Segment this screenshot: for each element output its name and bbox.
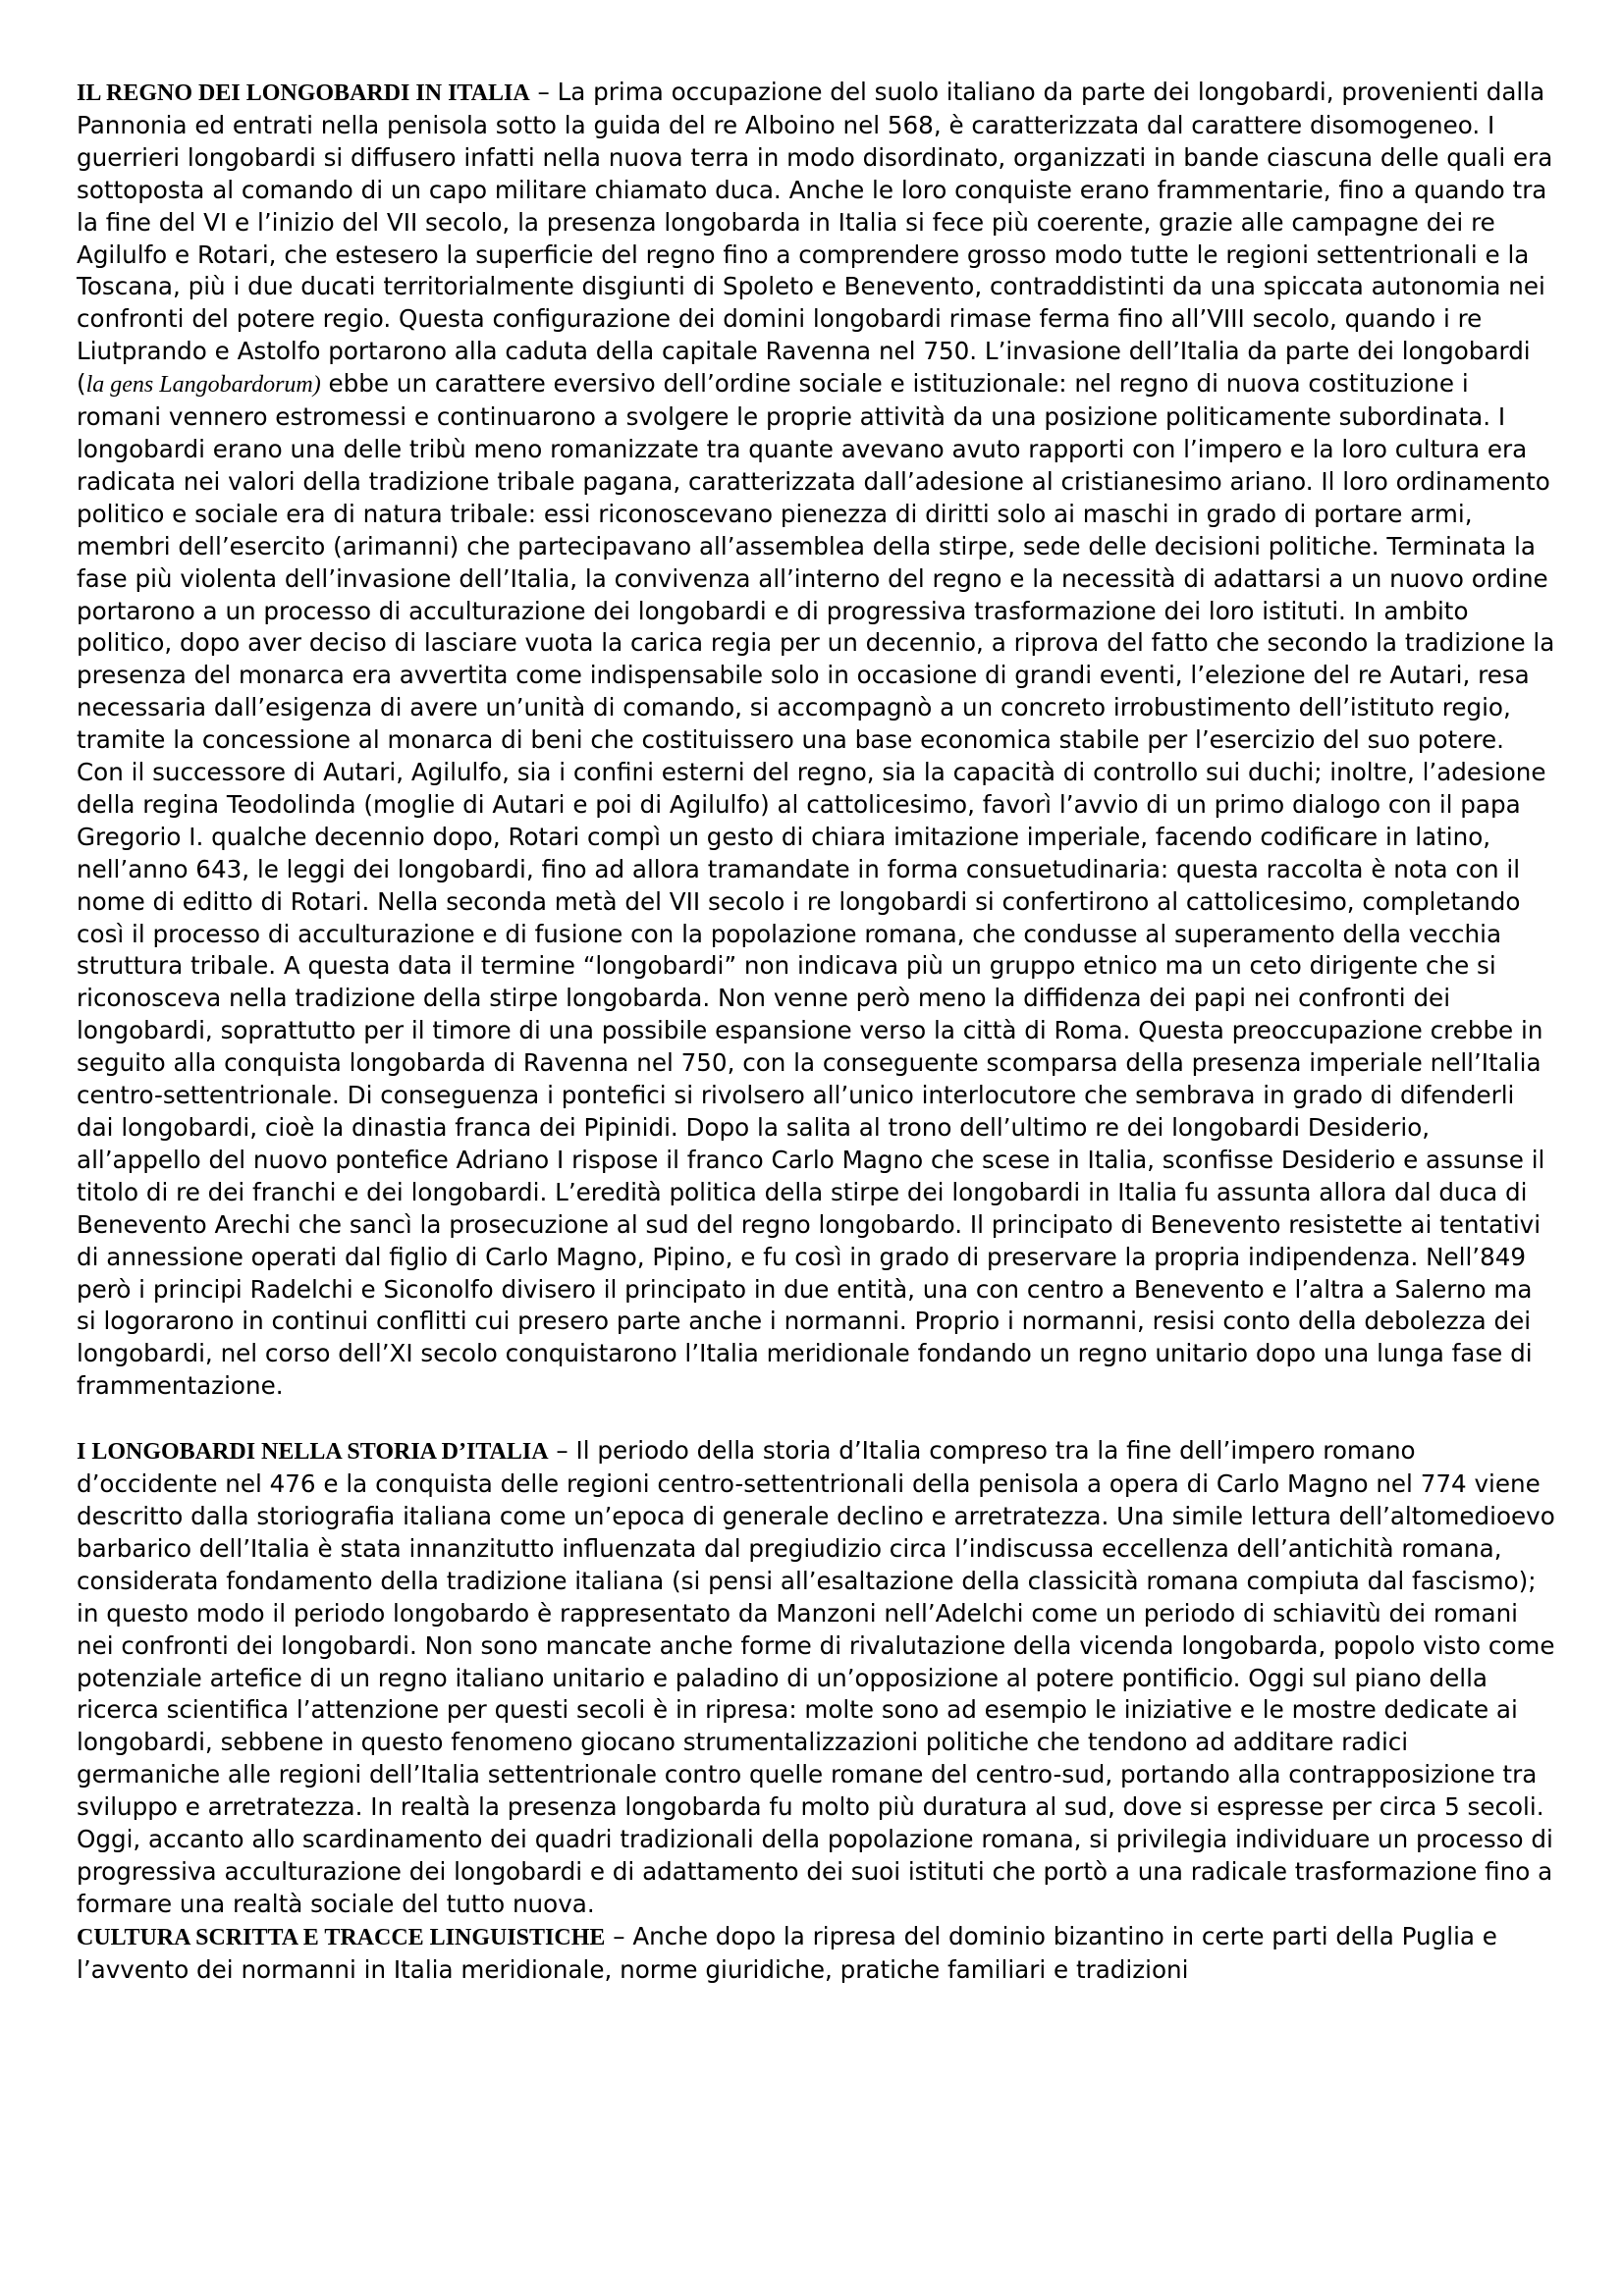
latin-phrase: la gens Langobardorum) [85,372,321,399]
heading-dash: – [529,78,558,106]
paragraph-regno-longobardi [77,77,1557,1403]
body-text: Il periodo della storia d’Italia compreso tra la fine dell’impero romano d’occidente nel 476 e la conquista delle regioni centro-settentrionali della penisola a opera di Carlo Magno nel 774 viene descritto dalla storiografia italiana come un’epoca di generale declino e arretratezza. Una simile lettura dell’altomedioevo barbarico dell’Italia è stata innanzitutto influenzata dal pregiudizio circa l’indiscussa eccellenza dell’antichità romana, considerata fondamento della tradizione italiana (si pensi all’esaltazione della classicità romana compiuta dal fascismo); in questo modo il periodo longobardo è rappresentato da Manzoni nell’Adelchi come un periodo di schiavitù dei romani nei confronti dei longobardi. Non sono mancate anche forme di rivalutazione della vicenda longobarda, popolo visto come potenziale artefice di un regno italiano unitario e paladino di un’opposizione al potere pontificio. Oggi sul piano della ricerca scientifica l’attenzione per questi secoli è in ripresa: molte sono ad esempio le iniziative e le mostre dedicate ai longobardi, sebbene in questo fenomeno giocano strumentalizzazioni politiche che tendono ad additare radici germaniche alle regioni dell’Italia settentrionale contro quelle romane del centro-sud, portando alla contrapposizione tra sviluppo e arretratezza. In realtà la presenza longobarda fu molto più duratura al sud, dove si espresse per circa 5 secoli. Oggi, accanto allo scardinamento dei quadri tradizionali della popolazione romana, si privilegia individuare un processo di progressiva acculturazione dei longobardi e di adattamento dei suoi istituti che portò a una radicale trasformazione fino a formare una realtà sociale del tutto nuova. [77,1436,1555,1918]
body-text: La prima occupazione del suolo italiano da parte dei longobardi, provenienti dalla Pannonia ed entrati nella penisola sotto la guida del re Alboino nel 568, è caratterizzata dal carattere disomogeneo. I guerrieri longobardi si diffusero infatti nella nuova terra in modo disordinato, organizzati in bande ciascuna delle quali era sottoposta al comando di un capo militare chiamato duca. Anche le loro conquiste erano frammentarie, fino a quando tra la fine del VI e l’inizio del VII secolo, la presenza longobarda in Italia si fece più coerente, grazie alle campagne dei re Agilulfo e Rotari, che estesero la superficie del regno fino a comprendere grosso modo tutte le regioni settentrionali e la Toscana, più i due ducati territorialmente disgiunti di Spoleto e Benevento, contraddistinti da una spiccata autonomia nei confronti del potere regio. Questa configurazione dei domini longobardi rimase ferma fino all’VIII secolo, quando i re Liutprando e Astolfo portarono alla caduta della capitale Ravenna nel 750. L’invasione dell’Italia da parte dei longobardi ( [77,78,1553,399]
section-heading: IL REGNO DEI LONGOBARDI IN ITALIA [77,80,530,106]
body-text: ebbe un carattere eversivo dell’ordine sociale e istituzionale: nel regno di nuova costituzione i romani vennero estromessi e continuarono a svolgere le proprie attività da una posizione politicamente subordinata. I longobardi erano una delle tribù meno romanizzate tra quante avevano avuto rapporti con l’impero e la loro cultura era radicata nei valori della tradizione tribale pagana, caratterizzata dall’adesione al cristianesimo ariano. Il loro ordinamento politico e sociale era di natura tribale: essi riconoscevano pienezza di diritti solo ai maschi in grado di portare armi, membri dell’esercito (arimanni) che partecipavano all’assemblea della stirpe, sede delle decisioni politiche. Terminata la fase più violenta dell’invasione dell’Italia, la convivenza all’interno del regno e la necessità di adattarsi a un nuovo ordine portarono a un processo di acculturazione dei longobardi e di progressiva trasformazione dei loro istituti. In ambito politico, dopo aver deciso di lasciare vuota la carica regia per un decennio, a riprova del fatto che secondo la tradizione la presenza del monarca era avvertita come indispensabile solo in occasione di grandi eventi, l’elezione del re Autari, resa necessaria dall’esigenza di avere un’unità di comando, si accompagnò a un concreto irrobustimento dell’istituto regio, tramite la concessione al monarca di beni che costituissero una base economica stabile per l’esercizio del suo potere. Con il successore di Autari, Agilulfo, sia i confini esterni del regno, sia la capacità di controllo sui duchi; inoltre, l’adesione della regina Teodolinda (moglie di Autari e poi di Agilulfo) al cattolicesimo, favorì l’avvio di un primo dialogo con il papa Gregorio I. qualche decennio dopo, Rotari compì un gesto di chiara imitazione imperiale, facendo codificare in latino, nell’anno 643, le leggi dei longobardi, fino ad allora tramandate in forma consuetudinaria: questa raccolta è nota con il nome di editto di Rotari. Nella seconda metà del VII secolo i re longobardi si confertirono al cattolicesimo, completando così il processo di acculturazione e di fusione con la popolazione romana, che condusse al superamento della vecchia struttura tribale. A questa data il termine “longobardi” non indicava più un gruppo etnico ma un ceto dirigente che si riconosceva nella tradizione della stirpe longobarda. Non venne però meno la diffidenza dei papi nei confronti dei longobardi, soprattutto per il timore di una possibile espansione verso la città di Roma. Questa preoccupazione crebbe in seguito alla conquista longobarda di Ravenna nel 750, con la conseguente scomparsa della presenza imperiale nell’Italia centro-settentrionale. Di conseguenza i pontefici si rivolsero all’unico interlocutore che sembrava in grado di difenderli dai longobardi, cioè la dinastia franca dei Pipinidi. Dopo la salita al trono dell’ultimo re dei longobardi Desiderio, all’appello del nuovo pontefice Adriano I rispose il franco Carlo Magno che scese in Italia, sconfisse Desiderio e assunse il titolo di re dei franchi e dei longobardi. L’eredità politica della stirpe dei longobardi in Italia fu assunta allora dal duca di Benevento Arechi che sancì la prosecuzione al sud del regno longobardo. Il principato di Benevento resistette ai tentativi di annessione operati dal figlio di Carlo Magno, Pipino, e fu così in grado di preservare la propria indipendenza. Nell’849 però i principi Radelchi e Siconolfo divisero il principato in due entità, una con centro a Benevento e l’altra a Salerno ma si logorarono in continui conflitti cui presero parte anche i normanni. Proprio i normanni, resisi conto della debolezza dei longobardi, nel corso dell’XI secolo conquistarono l’Italia meridionale fondando un regno unitario dopo una lunga fase di frammentazione. [77,369,1555,1401]
document-page [77,77,1557,1987]
paragraph-spacer [77,1403,1557,1435]
heading-dash: – [605,1921,633,1950]
body-text: Anche dopo la ripresa del dominio bizantino in certe parti della Puglia e l’avvento dei normanni in Italia meridionale, norme giuridiche, pratiche familiari e tradizioni [77,1921,1497,1984]
section-heading: I LONGOBARDI NELLA STORIA D’ITALIA [77,1439,549,1466]
section-heading: CULTURA SCRITTA E TRACCE LINGUISTICHE [77,1924,606,1950]
paragraph-longobardi-storia [77,1435,1557,1921]
paragraph-cultura-scritta [77,1921,1557,1987]
heading-dash: – [548,1436,576,1466]
